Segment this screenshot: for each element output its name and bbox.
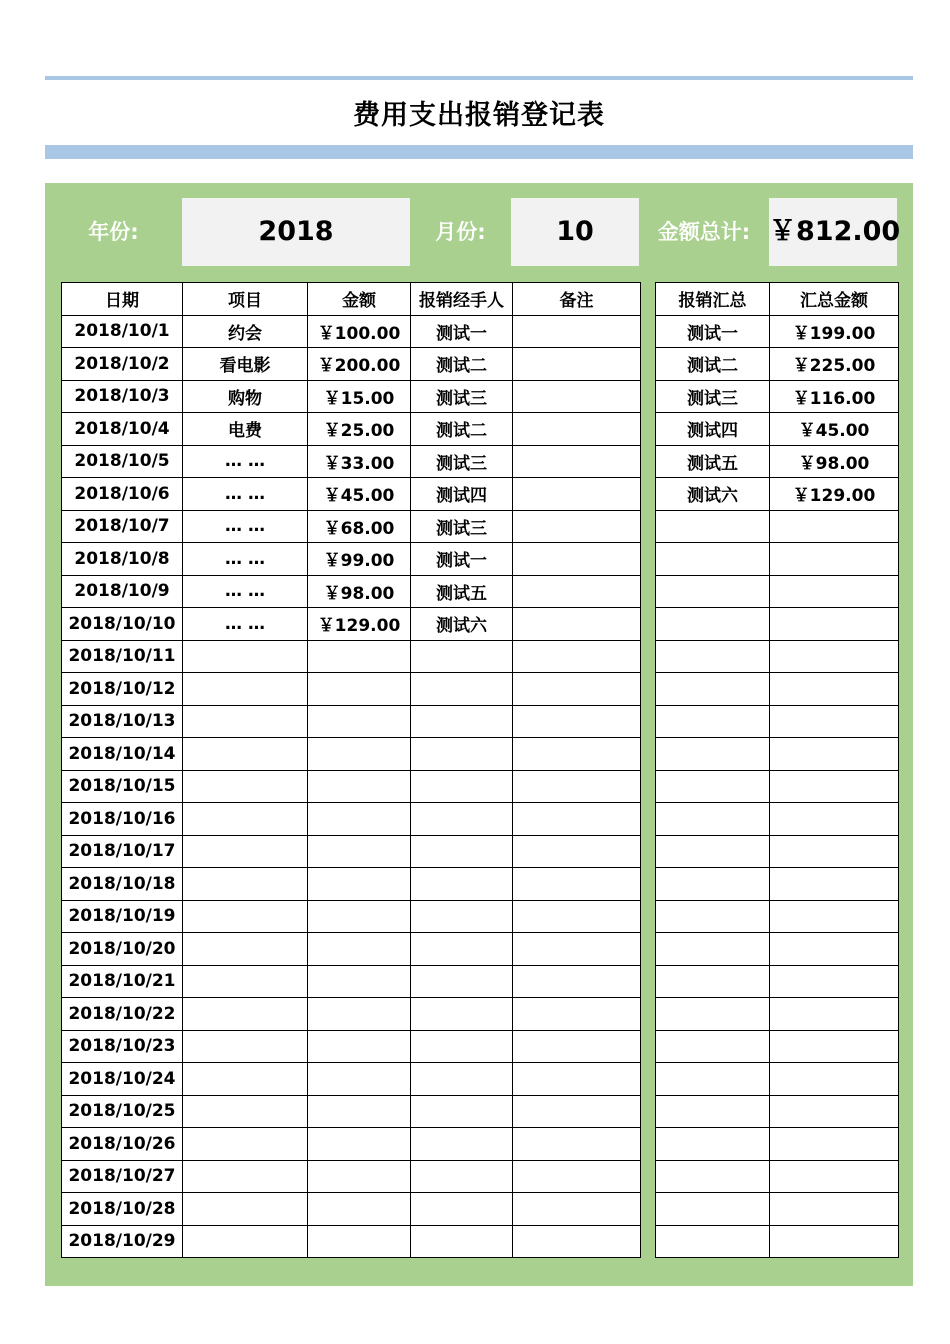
table-row (62, 738, 641, 771)
total-value: ￥812.00 (769, 198, 897, 266)
cell-summary-amount[interactable] (770, 1063, 899, 1096)
cell-amount[interactable]: ￥98.00 (308, 575, 411, 608)
cell-note[interactable] (513, 738, 641, 771)
summary-row (656, 1225, 899, 1258)
cell-date[interactable]: 2018/10/25 (62, 1095, 183, 1128)
col-header-summary-amount: 汇总金额 (770, 283, 899, 316)
cell-note[interactable] (513, 608, 641, 641)
summary-row (656, 543, 899, 576)
cell-amount[interactable] (308, 1030, 411, 1063)
col-header-handler: 报销经手人 (411, 283, 513, 316)
cell-summary-handler[interactable] (656, 673, 770, 706)
cell-date[interactable]: 2018/10/1 (62, 315, 183, 348)
cell-summary-handler[interactable] (656, 868, 770, 901)
col-header-amount: 金额 (308, 283, 411, 316)
cell-summary-handler[interactable] (656, 803, 770, 836)
cell-note[interactable] (513, 1063, 641, 1096)
cell-summary-handler[interactable] (656, 998, 770, 1031)
table-row (62, 380, 641, 413)
cell-amount[interactable] (308, 705, 411, 738)
cell-summary-amount[interactable] (770, 1160, 899, 1193)
cell-item[interactable]: … … (183, 543, 308, 576)
cell-item[interactable] (183, 998, 308, 1031)
cell-amount[interactable] (308, 900, 411, 933)
cell-amount[interactable] (308, 640, 411, 673)
cell-item[interactable]: 电费 (183, 413, 308, 446)
cell-handler[interactable]: 测试三 (411, 380, 513, 413)
cell-note[interactable] (513, 478, 641, 511)
cell-date[interactable]: 2018/10/8 (62, 543, 183, 576)
cell-summary-amount[interactable] (770, 868, 899, 901)
cell-summary-amount[interactable] (770, 998, 899, 1031)
cell-date[interactable]: 2018/10/10 (62, 608, 183, 641)
cell-handler[interactable] (411, 770, 513, 803)
summary-row (656, 770, 899, 803)
table-row (62, 673, 641, 706)
cell-summary-handler[interactable]: 测试三 (656, 380, 770, 413)
cell-summary-handler[interactable]: 测试六 (656, 478, 770, 511)
summary-table-body (656, 315, 899, 1258)
cell-summary-handler[interactable] (656, 1063, 770, 1096)
table-row (62, 348, 641, 381)
cell-handler[interactable] (411, 1128, 513, 1161)
cell-item[interactable] (183, 1128, 308, 1161)
cell-item[interactable] (183, 1160, 308, 1193)
cell-item[interactable] (183, 673, 308, 706)
summary-row (656, 1160, 899, 1193)
cell-summary-amount[interactable] (770, 673, 899, 706)
cell-date[interactable]: 2018/10/18 (62, 868, 183, 901)
cell-summary-handler[interactable] (656, 1160, 770, 1193)
cell-summary-handler[interactable] (656, 640, 770, 673)
table-row (62, 965, 641, 998)
cell-item[interactable] (183, 1095, 308, 1128)
cell-note[interactable] (513, 413, 641, 446)
top-divider (45, 76, 913, 80)
cell-amount[interactable] (308, 673, 411, 706)
table-row (62, 445, 641, 478)
summary-row (656, 380, 899, 413)
cell-item[interactable]: 购物 (183, 380, 308, 413)
cell-summary-handler[interactable] (656, 1030, 770, 1063)
cell-summary-amount[interactable] (770, 770, 899, 803)
table-row (62, 510, 641, 543)
col-header-summary-handler: 报销汇总 (656, 283, 770, 316)
month-label: 月份: (435, 220, 486, 244)
summary-row (656, 1193, 899, 1226)
table-row (62, 1225, 641, 1258)
cell-summary-amount[interactable] (770, 1128, 899, 1161)
summary-row (656, 1030, 899, 1063)
table-row (62, 1063, 641, 1096)
cell-date[interactable]: 2018/10/3 (62, 380, 183, 413)
cell-summary-amount[interactable] (770, 965, 899, 998)
table-row (62, 835, 641, 868)
cell-summary-handler[interactable] (656, 835, 770, 868)
table-row (62, 1193, 641, 1226)
cell-note[interactable] (513, 1030, 641, 1063)
cell-note[interactable] (513, 1225, 641, 1258)
cell-item[interactable]: … … (183, 478, 308, 511)
col-header-note: 备注 (513, 283, 641, 316)
cell-summary-handler[interactable] (656, 770, 770, 803)
cell-note[interactable] (513, 803, 641, 836)
table-row (62, 1030, 641, 1063)
cell-date[interactable]: 2018/10/12 (62, 673, 183, 706)
table-row (62, 543, 641, 576)
cell-date[interactable]: 2018/10/7 (62, 510, 183, 543)
cell-amount[interactable]: ￥200.00 (308, 348, 411, 381)
cell-summary-amount[interactable]: ￥129.00 (770, 478, 899, 511)
cell-note[interactable] (513, 933, 641, 966)
cell-item[interactable] (183, 705, 308, 738)
cell-summary-amount[interactable] (770, 803, 899, 836)
summary-row (656, 348, 899, 381)
cell-handler[interactable]: 测试二 (411, 413, 513, 446)
cell-note[interactable] (513, 998, 641, 1031)
cell-note[interactable] (513, 640, 641, 673)
table-row (62, 1160, 641, 1193)
cell-note[interactable] (513, 575, 641, 608)
cell-handler[interactable]: 测试三 (411, 510, 513, 543)
cell-summary-amount[interactable]: ￥199.00 (770, 315, 899, 348)
cell-summary-amount[interactable] (770, 575, 899, 608)
summary-row (656, 445, 899, 478)
cell-amount[interactable] (308, 738, 411, 771)
cell-summary-handler[interactable]: 测试二 (656, 348, 770, 381)
summary-row (656, 835, 899, 868)
cell-handler[interactable]: 测试一 (411, 315, 513, 348)
cell-handler[interactable] (411, 933, 513, 966)
cell-amount[interactable] (308, 1160, 411, 1193)
cell-summary-amount[interactable] (770, 640, 899, 673)
cell-date[interactable]: 2018/10/26 (62, 1128, 183, 1161)
cell-note[interactable] (513, 770, 641, 803)
cell-item[interactable] (183, 1030, 308, 1063)
cell-handler[interactable]: 测试五 (411, 575, 513, 608)
cell-summary-handler[interactable] (656, 1225, 770, 1258)
cell-note[interactable] (513, 348, 641, 381)
cell-date[interactable]: 2018/10/22 (62, 998, 183, 1031)
cell-summary-amount[interactable] (770, 738, 899, 771)
cell-item[interactable] (183, 1063, 308, 1096)
cell-summary-amount[interactable] (770, 608, 899, 641)
table-row (62, 315, 641, 348)
cell-handler[interactable]: 测试三 (411, 445, 513, 478)
cell-summary-handler[interactable] (656, 965, 770, 998)
table-row (62, 900, 641, 933)
cell-item[interactable] (183, 640, 308, 673)
summary-row (656, 705, 899, 738)
table-row (62, 868, 641, 901)
cell-date[interactable]: 2018/10/19 (62, 900, 183, 933)
cell-handler[interactable] (411, 1160, 513, 1193)
cell-handler[interactable]: 测试二 (411, 348, 513, 381)
cell-item[interactable]: … … (183, 608, 308, 641)
cell-date[interactable]: 2018/10/29 (62, 1225, 183, 1258)
cell-handler[interactable] (411, 835, 513, 868)
cell-summary-handler[interactable] (656, 543, 770, 576)
cell-note[interactable] (513, 705, 641, 738)
table-row (62, 1128, 641, 1161)
table-row (62, 998, 641, 1031)
cell-item[interactable] (183, 803, 308, 836)
cell-summary-handler[interactable] (656, 510, 770, 543)
cell-note[interactable] (513, 1095, 641, 1128)
cell-note[interactable] (513, 965, 641, 998)
summary-row (656, 413, 899, 446)
cell-amount[interactable]: ￥25.00 (308, 413, 411, 446)
cell-date[interactable]: 2018/10/5 (62, 445, 183, 478)
cell-amount[interactable] (308, 1193, 411, 1226)
summary-row (656, 965, 899, 998)
cell-handler[interactable]: 测试六 (411, 608, 513, 641)
cell-note[interactable] (513, 380, 641, 413)
cell-item[interactable] (183, 770, 308, 803)
summary-row (656, 315, 899, 348)
cell-note[interactable] (513, 1193, 641, 1226)
cell-handler[interactable]: 测试一 (411, 543, 513, 576)
cell-handler[interactable] (411, 1193, 513, 1226)
table-row (62, 933, 641, 966)
cell-date[interactable]: 2018/10/27 (62, 1160, 183, 1193)
summary-row (656, 478, 899, 511)
summary-row (656, 933, 899, 966)
cell-date[interactable]: 2018/10/14 (62, 738, 183, 771)
cell-amount[interactable]: ￥100.00 (308, 315, 411, 348)
cell-summary-handler[interactable] (656, 1193, 770, 1226)
cell-summary-amount[interactable] (770, 1095, 899, 1128)
cell-date[interactable]: 2018/10/15 (62, 770, 183, 803)
cell-summary-amount[interactable] (770, 1225, 899, 1258)
cell-summary-amount[interactable] (770, 933, 899, 966)
cell-amount[interactable] (308, 868, 411, 901)
expense-table (61, 282, 641, 1258)
cell-handler[interactable] (411, 803, 513, 836)
cell-item[interactable] (183, 1193, 308, 1226)
cell-date[interactable]: 2018/10/17 (62, 835, 183, 868)
cell-amount[interactable] (308, 1128, 411, 1161)
cell-summary-handler[interactable]: 测试四 (656, 413, 770, 446)
col-header-date: 日期 (62, 283, 183, 316)
cell-note[interactable] (513, 445, 641, 478)
cell-date[interactable]: 2018/10/9 (62, 575, 183, 608)
cell-note[interactable] (513, 835, 641, 868)
cell-amount[interactable] (308, 803, 411, 836)
cell-handler[interactable] (411, 640, 513, 673)
cell-note[interactable] (513, 1128, 641, 1161)
cell-date[interactable]: 2018/10/13 (62, 705, 183, 738)
cell-item[interactable]: 看电影 (183, 348, 308, 381)
cell-amount[interactable] (308, 998, 411, 1031)
cell-summary-handler[interactable] (656, 900, 770, 933)
page-title: 费用支出报销登记表 (353, 100, 605, 131)
cell-date[interactable]: 2018/10/4 (62, 413, 183, 446)
cell-date[interactable]: 2018/10/24 (62, 1063, 183, 1096)
cell-summary-amount[interactable] (770, 900, 899, 933)
summary-row (656, 510, 899, 543)
cell-handler[interactable] (411, 1225, 513, 1258)
table-row (62, 413, 641, 446)
summary-row (656, 900, 899, 933)
cell-handler[interactable] (411, 705, 513, 738)
cell-amount[interactable] (308, 1095, 411, 1128)
expense-table-header (62, 283, 641, 316)
cell-summary-amount[interactable] (770, 510, 899, 543)
cell-summary-amount[interactable] (770, 1030, 899, 1063)
cell-summary-handler[interactable] (656, 738, 770, 771)
cell-amount[interactable]: ￥33.00 (308, 445, 411, 478)
summary-row (656, 738, 899, 771)
cell-summary-amount[interactable] (770, 543, 899, 576)
cell-item[interactable]: … … (183, 510, 308, 543)
cell-amount[interactable]: ￥45.00 (308, 478, 411, 511)
title-underline-bar (45, 145, 913, 159)
year-field[interactable]: 2018 (182, 198, 410, 266)
cell-summary-handler[interactable]: 测试一 (656, 315, 770, 348)
cell-note[interactable] (513, 900, 641, 933)
cell-item[interactable] (183, 900, 308, 933)
summary-row (656, 673, 899, 706)
cell-handler[interactable]: 测试四 (411, 478, 513, 511)
table-row (62, 640, 641, 673)
cell-note[interactable] (513, 673, 641, 706)
cell-item[interactable]: … … (183, 575, 308, 608)
cell-date[interactable]: 2018/10/28 (62, 1193, 183, 1226)
cell-item[interactable]: 约会 (183, 315, 308, 348)
cell-summary-amount[interactable] (770, 705, 899, 738)
cell-item[interactable] (183, 933, 308, 966)
cell-item[interactable] (183, 965, 308, 998)
cell-handler[interactable] (411, 900, 513, 933)
cell-summary-amount[interactable] (770, 1193, 899, 1226)
summary-row (656, 998, 899, 1031)
table-row (62, 803, 641, 836)
cell-date[interactable]: 2018/10/16 (62, 803, 183, 836)
cell-amount[interactable] (308, 835, 411, 868)
cell-handler[interactable] (411, 965, 513, 998)
cell-amount[interactable] (308, 1225, 411, 1258)
cell-handler[interactable] (411, 673, 513, 706)
cell-summary-handler[interactable] (656, 608, 770, 641)
cell-item[interactable] (183, 1225, 308, 1258)
cell-amount[interactable]: ￥15.00 (308, 380, 411, 413)
table-row (62, 770, 641, 803)
cell-handler[interactable] (411, 1095, 513, 1128)
month-field[interactable]: 10 (511, 198, 639, 266)
cell-handler[interactable] (411, 1030, 513, 1063)
summary-row (656, 1128, 899, 1161)
summary-row (656, 803, 899, 836)
cell-summary-amount[interactable]: ￥225.00 (770, 348, 899, 381)
cell-amount[interactable] (308, 933, 411, 966)
cell-date[interactable]: 2018/10/20 (62, 933, 183, 966)
year-label: 年份: (88, 220, 139, 244)
cell-item[interactable] (183, 868, 308, 901)
summary-table (655, 282, 899, 1258)
cell-date[interactable]: 2018/10/23 (62, 1030, 183, 1063)
cell-summary-handler[interactable] (656, 1095, 770, 1128)
table-row (62, 608, 641, 641)
cell-handler[interactable] (411, 738, 513, 771)
summary-row (656, 1095, 899, 1128)
cell-note[interactable] (513, 315, 641, 348)
summary-row (656, 1063, 899, 1096)
cell-amount[interactable]: ￥68.00 (308, 510, 411, 543)
summary-row (656, 575, 899, 608)
cell-handler[interactable] (411, 868, 513, 901)
cell-amount[interactable]: ￥129.00 (308, 608, 411, 641)
cell-note[interactable] (513, 868, 641, 901)
cell-date[interactable]: 2018/10/2 (62, 348, 183, 381)
cell-summary-amount[interactable]: ￥45.00 (770, 413, 899, 446)
cell-summary-amount[interactable]: ￥98.00 (770, 445, 899, 478)
summary-row (656, 640, 899, 673)
cell-item[interactable]: … … (183, 445, 308, 478)
table-row (62, 1095, 641, 1128)
cell-handler[interactable] (411, 1063, 513, 1096)
cell-item[interactable] (183, 738, 308, 771)
cell-amount[interactable]: ￥99.00 (308, 543, 411, 576)
table-row (62, 478, 641, 511)
cell-note[interactable] (513, 1160, 641, 1193)
cell-summary-handler[interactable] (656, 705, 770, 738)
col-header-item: 项目 (183, 283, 308, 316)
cell-summary-amount[interactable]: ￥116.00 (770, 380, 899, 413)
cell-summary-amount[interactable] (770, 835, 899, 868)
cell-item[interactable] (183, 835, 308, 868)
cell-summary-handler[interactable]: 测试五 (656, 445, 770, 478)
table-row (62, 705, 641, 738)
cell-amount[interactable] (308, 1063, 411, 1096)
cell-handler[interactable] (411, 998, 513, 1031)
cell-summary-handler[interactable] (656, 575, 770, 608)
cell-date[interactable]: 2018/10/11 (62, 640, 183, 673)
summary-row (656, 608, 899, 641)
total-label: 金额总计: (657, 220, 751, 244)
cell-summary-handler[interactable] (656, 1128, 770, 1161)
cell-amount[interactable] (308, 770, 411, 803)
expense-table-body (62, 315, 641, 1258)
cell-summary-handler[interactable] (656, 933, 770, 966)
cell-note[interactable] (513, 543, 641, 576)
summary-row (656, 868, 899, 901)
cell-date[interactable]: 2018/10/21 (62, 965, 183, 998)
cell-note[interactable] (513, 510, 641, 543)
table-row (62, 575, 641, 608)
summary-table-header (656, 283, 899, 316)
cell-amount[interactable] (308, 965, 411, 998)
cell-date[interactable]: 2018/10/6 (62, 478, 183, 511)
